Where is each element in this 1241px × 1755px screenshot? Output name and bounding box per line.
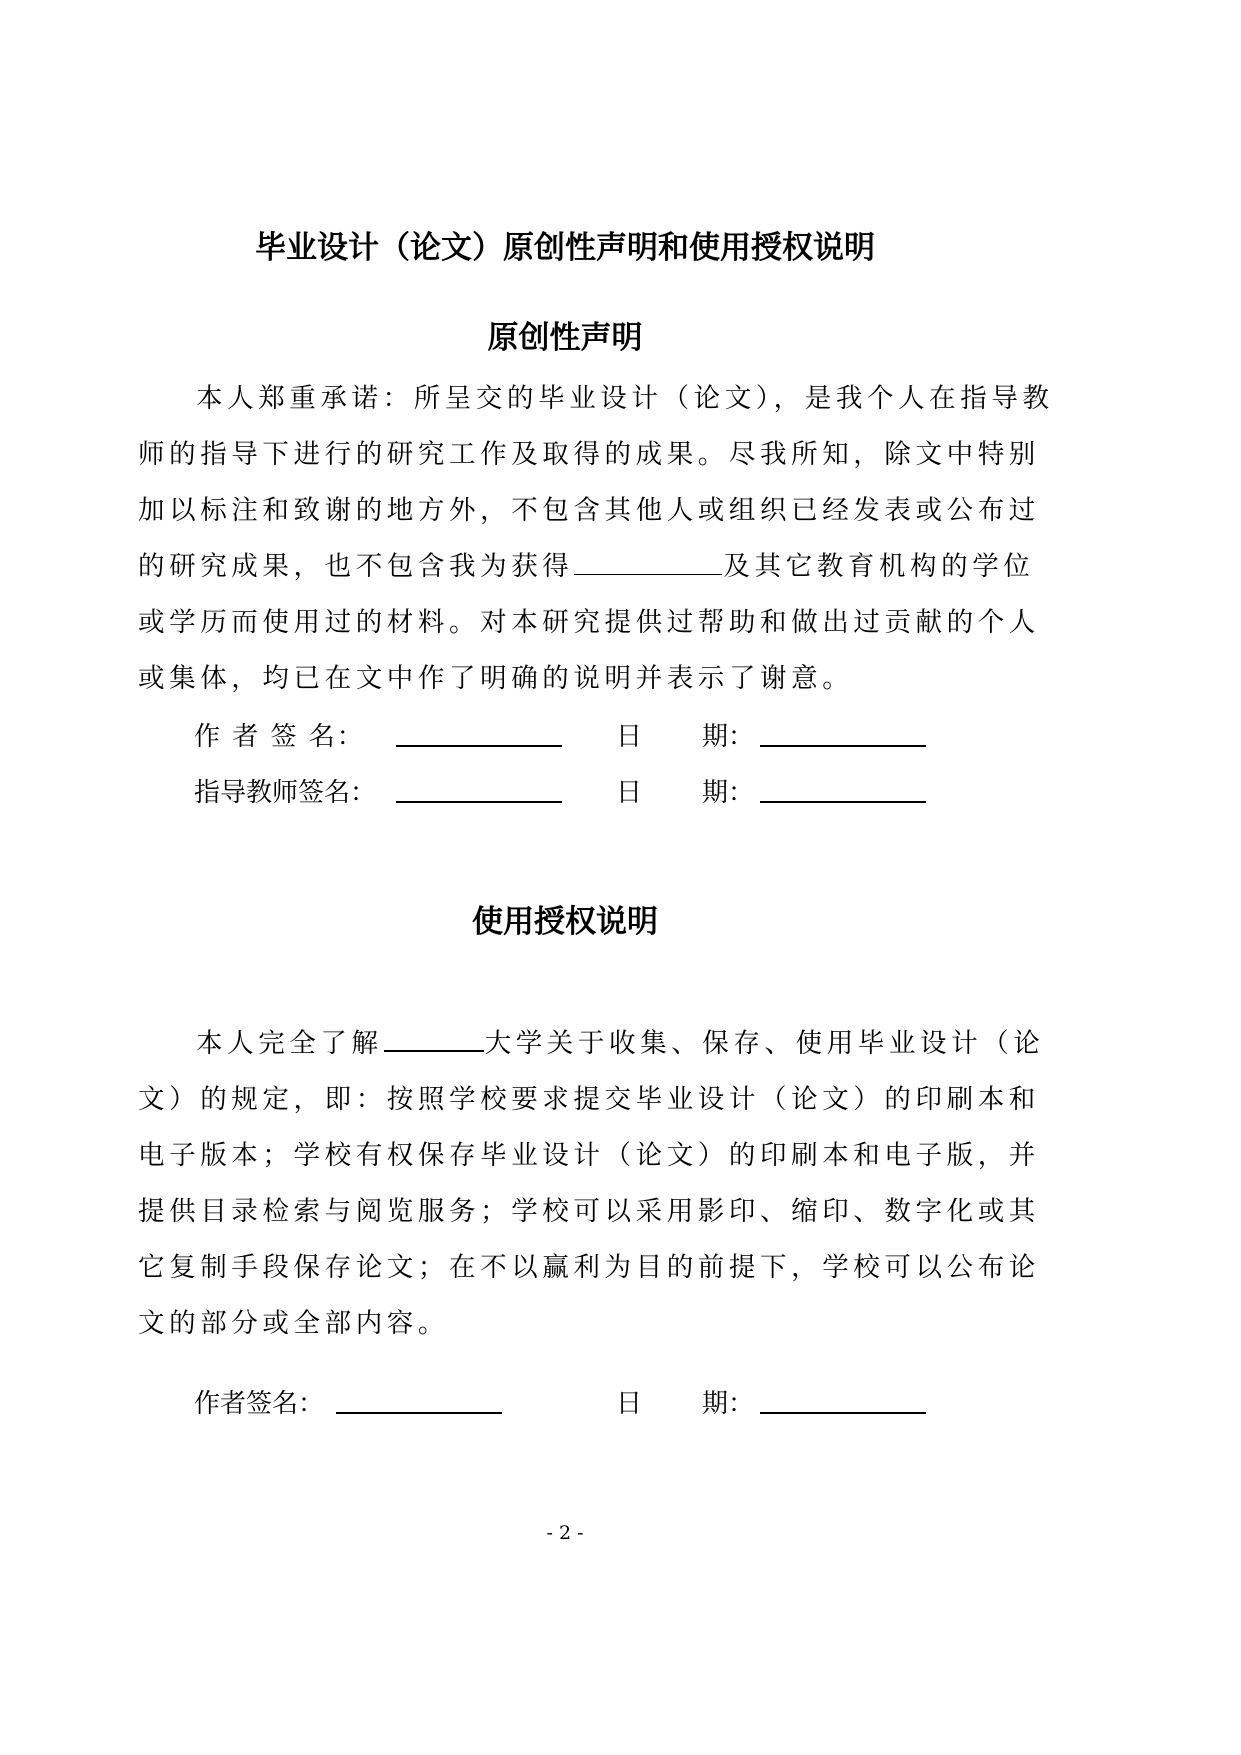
originality-line-1: 本人郑重承诺：所呈交的毕业设计（论文），是我个人在指导教 [196,383,1054,414]
originality-line-5: 或学历而使用过的材料。对本研究提供过帮助和做出过贡献的个人 [138,607,1040,638]
advisor-sign-field[interactable] [396,801,562,803]
page-number: - 2 - [546,1522,584,1544]
authorization-line-4: 提供目录检索与阅览服务；学校可以采用影印、缩印、数字化或其 [138,1196,1040,1227]
advisor-sign-label: 指导教师签名： [194,778,377,808]
date-label-qi: 期： [702,722,755,752]
originality-line-4-before: 的研究成果，也不包含我为获得 [138,551,574,582]
authorization-heading: 使用授权说明 [472,904,658,940]
authorization-line-6: 文的部分或全部内容。 [138,1308,449,1339]
authorization-line-3: 电子版本；学校有权保存毕业设计（论文）的印刷本和电子版，并 [138,1140,1040,1171]
university-blank[interactable] [384,1049,484,1052]
auth-author-sign-field[interactable] [336,1412,502,1414]
authorization-line-5: 它复制手段保存论文；在不以赢利为目的前提下，学校可以公布论 [138,1252,1040,1283]
originality-line-3: 加以标注和致谢的地方外，不包含其他人或组织已经发表或公布过 [138,495,1040,526]
degree-blank[interactable] [574,573,722,575]
advisor-date-label-qi: 期： [702,778,755,808]
authorization-line-1-after: 大学关于收集、保存、使用毕业设计（论 [484,1028,1045,1059]
auth-date-label-ri: 日 [616,1389,643,1419]
originality-line-6: 或集体，均已在文中作了明确的说明并表示了谢意。 [138,663,854,694]
auth-author-sign-label: 作者签名： [194,1389,325,1419]
author-sign-field[interactable] [396,745,562,747]
date-label-ri: 日 [616,722,643,752]
main-title: 毕业设计（论文）原创性声明和使用授权说明 [255,230,875,266]
auth-date-label-qi: 期： [702,1389,755,1419]
originality-line-4-after: 及其它教育机构的学位 [723,551,1035,582]
author-date-field[interactable] [760,745,926,747]
advisor-date-label-ri: 日 [616,778,643,808]
advisor-date-field[interactable] [760,801,926,803]
authorization-line-1 [196,1021,1044,1060]
originality-line-2: 师的指导下进行的研究工作及取得的成果。尽我所知，除文中特别 [138,439,1040,470]
originality-heading: 原创性声明 [487,320,643,356]
author-sign-label: 作 者 签 名： [194,722,365,752]
auth-date-field[interactable] [760,1412,926,1414]
authorization-line-1-before: 本人完全了解 [196,1028,383,1059]
originality-line-4 [138,544,1034,583]
authorization-line-2: 文）的规定，即：按照学校要求提交毕业设计（论文）的印刷本和 [138,1084,1040,1115]
